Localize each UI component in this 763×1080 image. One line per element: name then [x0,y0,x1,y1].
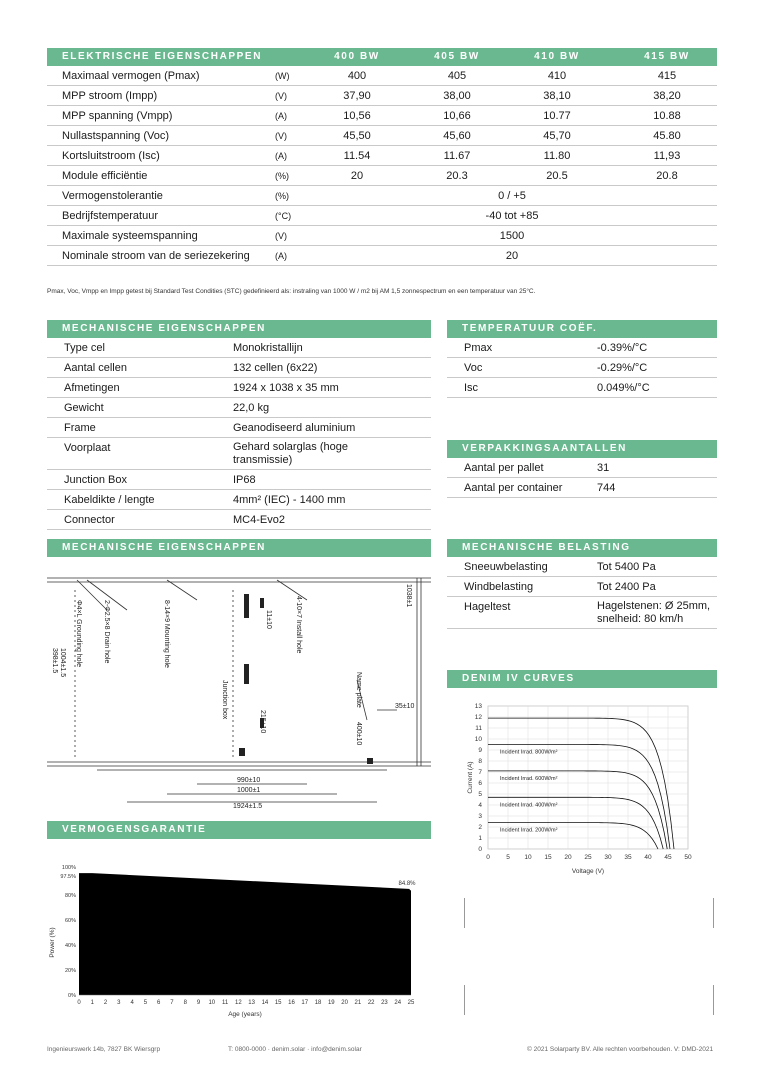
warranty-x-tick: 15 [274,1000,282,1006]
warranty-x-tick: 9 [196,1000,201,1006]
iv-y-tick: 2 [478,824,482,832]
load-table [447,557,717,629]
mechanical-row [47,438,431,470]
electrical-row [47,166,717,186]
iv-frame-left [464,898,465,928]
electrical-row-name: Maximaal vermogen (Pmax) [62,70,200,82]
electrical-row-name: Maximale systeemspanning [62,230,198,242]
mechanical-row-value: 4mm² (IEC) - 1400 mm [233,494,346,506]
warranty-x-tick: 3 [117,1000,121,1006]
electrical-row-value: 11.67 [443,150,471,162]
iv-frame-left2 [464,985,465,1015]
model-410: 410 BW [534,51,580,62]
mechanical-row [47,398,431,418]
electrical-row-name: Nullastspanning (Voc) [62,130,170,142]
electrical-row-unit: (V) [275,231,287,241]
drawing-dim1: 398±1.5 [51,648,58,674]
electrical-row-value: 37,90 [343,90,371,102]
warranty-x-tick: 2 [103,1000,108,1006]
electrical-row-value: 11.80 [543,150,571,162]
warranty-x-tick: 16 [288,1000,295,1006]
electrical-row-name: MPP stroom (Impp) [62,90,158,102]
warranty-title: VERMOGENSGARANTIE [47,821,431,839]
electrical-row-name: Nominale stroom van de seriezekering [62,250,250,262]
footer-contact: T: 0800-0000 · denim.solar · info@denim.solar [228,1046,362,1053]
iv-x-tick: 20 [564,854,572,861]
electrical-row-unit: (A) [275,251,287,261]
warranty-x-tick: 18 [314,1000,322,1006]
warranty-x-tick: 5 [143,1000,148,1006]
iv-x-tick: 25 [584,854,592,861]
iv-series-label: Incident Irrad. 200W/m² [500,827,558,834]
electrical-row [47,86,717,106]
mechanical-table [47,338,431,530]
warranty-y-label: Power (%) [49,927,56,958]
warranty-y-tick: 40% [64,943,76,950]
electrical-row-value: 10,66 [443,110,471,122]
drawing-dim10: 1038±1 [405,584,412,608]
iv-x-tick: 50 [684,854,692,861]
warranty-y-tick: 97.5% [60,874,76,881]
iv-title: DENIM IV CURVES [447,670,717,688]
electrical-row [47,126,717,146]
mechanical-row [47,338,431,358]
temperature-title: TEMPERATUUR COËF. [447,320,717,338]
drawing-install-label: 4-10×7 Install hole [295,596,302,654]
footer-copyright: © 2021 Solarparty BV. Alle rechten voorbehouden. V: DMD-2021 [527,1046,714,1053]
temperature-row [447,358,717,378]
electrical-row-unit: (°C) [275,211,292,221]
electrical-row-name: Kortsluitstroom (Isc) [62,150,160,162]
electrical-row-span-value: -40 tot +85 [485,210,539,222]
iv-chart [460,698,710,883]
electrical-row [47,246,717,266]
electrical-row-value: 410 [547,70,567,82]
stc-note: Pmax, Voc, Vmpp en Impp getest bij Standard Test Condities (STC) gedefinieerd als: instraling van 1000 W / m2 bij AM 1,5 zonnespectrum en een temperatuur van 25°C. [47,288,536,295]
mechanical-row-value: Monokristallijn [233,342,303,354]
mechanical-row-value: IP68 [233,474,256,486]
mechanical-row-value: MC4-Evo2 [233,514,285,526]
mechanical-row-value: Gehard solarglas (hoge transmissie) [233,441,348,466]
warranty-x-tick: 24 [394,1000,402,1006]
warranty-x-tick: 21 [354,1000,362,1006]
mechanical-row [47,470,431,490]
temperature-row-key: Pmax [464,342,493,354]
mechanical-row [47,358,431,378]
iv-y-tick: 13 [474,703,482,711]
mechanical-row-key: Afmetingen [64,382,120,394]
mechanical-row-key: Junction Box [64,474,127,486]
warranty-x-tick: 17 [301,1000,309,1006]
warranty-y-tick: 60% [64,918,76,925]
electrical-row-unit: (V) [275,91,287,101]
iv-series-label: Incident Irrad. 600W/m² [500,775,558,782]
electrical-row-value: 45,70 [543,130,571,142]
temperature-row-value: 0.049%/°C [597,382,650,394]
mechanical-row-key: Connector [64,514,115,526]
electrical-row-value: 45,60 [443,130,471,142]
iv-y-tick: 11 [475,725,482,733]
electrical-table [47,48,717,266]
footer-address: Ingenieurswerk 14b, 7827 BK Wiersgrp [47,1046,161,1053]
drawing-grounding-label: Φ4×L Grounding hole [75,600,82,668]
iv-y-tick: 8 [478,758,482,766]
electrical-row-value: 38,00 [443,90,471,102]
electrical-row [47,66,717,86]
mechanical-row [47,490,431,510]
drawing-dim2: 1004±1.5 [59,648,66,678]
iv-series-label: Incident Irrad. 400W/m² [500,802,558,809]
electrical-row [47,226,717,246]
load-row-key: Hageltest [464,601,511,613]
iv-y-tick: 10 [474,736,482,744]
electrical-row-unit: (A) [275,111,287,121]
packaging-table [447,458,717,498]
warranty-x-tick: 10 [208,1000,216,1006]
drawing-mounting-label: 8-14×9 Mounting hole [163,600,170,668]
temperature-row [447,338,717,358]
electrical-header [47,48,717,66]
warranty-x-tick: 12 [235,1000,242,1006]
warranty-x-tick: 19 [327,1000,335,1006]
electrical-row-name: Vermogenstolerantie [62,190,163,202]
iv-y-tick: 1 [478,835,482,843]
iv-series-label: Incident Irrad. 800W/m² [500,749,558,756]
mechanical-row-key: Voorplaat [64,442,111,454]
mechanical-row-key: Type cel [64,342,105,354]
iv-x-tick: 10 [524,854,532,861]
temperature-row-key: Isc [464,382,479,394]
warranty-end-point [410,888,413,891]
warranty-x-tick: 13 [248,1000,255,1006]
electrical-row-unit: (A) [275,151,287,161]
warranty-end-label: 84.8% [398,881,416,887]
packaging-row [447,458,717,478]
warranty-x-tick: 23 [381,1000,388,1006]
electrical-row-value: 38,20 [653,90,681,102]
mechanical-row-key: Aantal cellen [64,362,127,374]
mechanical-row-value: 1924 x 1038 x 35 mm [233,382,339,394]
electrical-row-unit: (%) [275,171,289,181]
electrical-row [47,146,717,166]
iv-x-tick: 15 [544,854,552,861]
mechanical-row-key: Gewicht [64,402,104,414]
temperature-row-key: Voc [464,362,483,374]
warranty-x-tick: 7 [170,1000,174,1006]
warranty-chart [47,860,431,1030]
temperature-table [447,338,717,398]
temperature-row [447,378,717,398]
iv-x-tick: 35 [624,854,632,861]
iv-x-label: Voltage (V) [571,868,605,875]
temperature-row-value: -0.39%/°C [597,342,648,354]
warranty-x-tick: 8 [183,1000,187,1006]
drawing-dim7: 990±10 [237,777,261,784]
iv-frame-right2 [713,985,714,1015]
iv-x-tick: 40 [644,854,652,861]
warranty-area [79,873,411,995]
warranty-y-tick: 80% [64,893,76,900]
electrical-row-span-value: 20 [505,250,519,262]
packaging-row-key: Aantal per container [464,482,563,494]
iv-y-tick: 12 [474,714,482,722]
electrical-row-span-value: 1500 [499,230,525,242]
model-415: 415 BW [644,51,690,62]
drawing-jbox-label: Junction box [221,680,228,720]
electrical-row-value: 10.77 [543,110,571,122]
packaging-row-key: Aantal per pallet [464,462,544,474]
warranty-x-tick: 0 [77,1000,81,1006]
load-row-value: Tot 2400 Pa [597,581,656,593]
drawing-dim9: 215±10 [259,710,266,734]
drawing-nameplate-label: Name plate [355,672,362,708]
electrical-row-value: 10,56 [343,110,371,122]
iv-x-tick: 30 [604,854,612,861]
load-row [447,577,717,597]
load-row-value: Tot 5400 Pa [597,561,656,573]
iv-y-tick: 4 [478,802,482,810]
electrical-row-span-value: 0 / +5 [498,190,526,202]
packaging-row [447,478,717,498]
electrical-row-value: 20.8 [656,170,678,182]
load-row [447,597,717,629]
warranty-x-tick: 11 [221,1000,229,1006]
warranty-x-label: Age (years) [228,1011,262,1018]
electrical-row-value: 45.80 [653,130,681,142]
iv-y-tick: 7 [478,769,482,777]
load-row [447,557,717,577]
iv-x-tick: 5 [506,854,510,861]
drawing-dim5: 1924±1.5 [233,803,263,810]
warranty-x-tick: 4 [130,1000,134,1006]
electrical-row-value: 400 [347,70,367,82]
electrical-row-name: Bedrijfstemperatuur [62,210,158,222]
packaging-title: VERPAKKINGSAANTALLEN [447,440,717,458]
electrical-title: ELEKTRISCHE EIGENSCHAPPEN [62,51,263,62]
mechanical-row-value: Geanodiseerd aluminium [233,422,356,434]
load-title: MECHANISCHE BELASTING [447,539,717,557]
warranty-x-tick: 1 [90,1000,94,1006]
mechanical-row-key: Frame [64,422,96,434]
module-drawing [47,570,431,810]
warranty-y-tick: 0% [68,993,76,1000]
mechanical-row [47,510,431,530]
electrical-row-name: Module efficiëntie [62,170,148,182]
electrical-row-value: 11,93 [653,150,681,162]
warranty-x-tick: 25 [407,1000,415,1006]
load-row-value: Hagelstenen: Ø 25mm, snelheid: 80 km/h [597,600,711,625]
iv-frame-right [713,898,714,928]
iv-y-label: Current (A) [467,761,474,794]
electrical-row-unit: (%) [275,191,289,201]
iv-y-tick: 6 [478,780,482,788]
warranty-y-tick: 100% [61,865,76,871]
drawing-dim8: 35±10 [395,703,415,710]
mechanical-title: MECHANISCHE EIGENSCHAPPEN [47,320,431,338]
drawing-dim6: 400±10 [355,722,362,746]
drawing-dim4: 1000±1 [237,787,261,794]
warranty-x-tick: 22 [367,1000,375,1006]
iv-y-tick: 5 [478,791,482,799]
load-row-key: Windbelasting [464,581,534,593]
electrical-row-unit: (W) [275,71,290,81]
electrical-row-value: 405 [447,70,467,82]
warranty-y-tick: 20% [64,968,76,975]
electrical-row-unit: (V) [275,131,287,141]
electrical-row-value: 45,50 [343,130,371,142]
mechanical-row-value: 22,0 kg [233,402,270,414]
drawing-title: MECHANISCHE EIGENSCHAPPEN [47,539,431,557]
model-400: 400 BW [334,51,380,62]
electrical-row-value: 20.3 [446,170,468,182]
electrical-row-value: 11.54 [343,150,371,162]
warranty-x-tick: 20 [341,1000,348,1006]
temperature-row-value: -0.29%/°C [597,362,648,374]
drawing-dim3: 11±10 [265,610,272,629]
electrical-row [47,186,717,206]
load-row-key: Sneeuwbelasting [464,561,548,573]
iv-y-tick: 9 [478,747,482,755]
packaging-row-value: 31 [597,462,610,474]
electrical-row-value: 20 [350,170,364,182]
electrical-row [47,206,717,226]
iv-series-line [488,823,658,849]
mechanical-row [47,378,431,398]
iv-x-tick: 45 [664,854,672,861]
iv-series-line [488,771,667,849]
drawing-drain-label: 2-Φ2.5×8 Drain hole [103,600,110,664]
iv-y-tick: 0 [478,846,482,854]
mechanical-row-key: Kabeldikte / lengte [64,494,155,506]
electrical-row-value: 10.88 [653,110,681,122]
warranty-x-tick: 6 [157,1000,161,1006]
electrical-row-value: 415 [657,70,677,82]
electrical-row [47,106,717,126]
electrical-row-name: MPP spanning (Vmpp) [62,110,173,122]
mechanical-row [47,418,431,438]
mechanical-row-value: 132 cellen (6x22) [233,362,318,374]
electrical-row-value: 38,10 [543,90,571,102]
iv-y-tick: 3 [478,813,482,821]
iv-x-tick: 0 [486,854,490,861]
packaging-row-value: 744 [597,482,616,494]
electrical-row-value: 20.5 [546,170,568,182]
warranty-x-tick: 14 [261,1000,269,1006]
model-405: 405 BW [434,51,480,62]
